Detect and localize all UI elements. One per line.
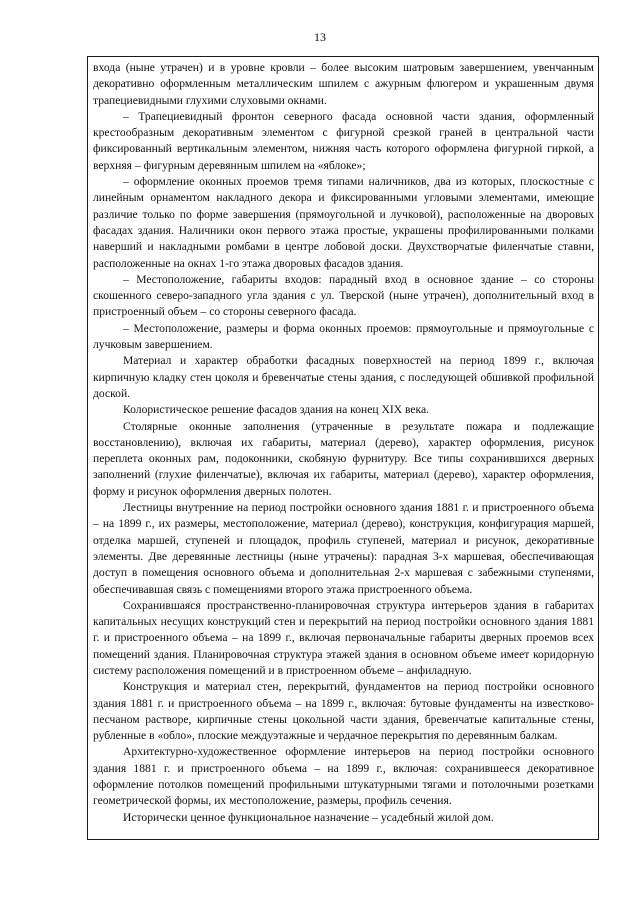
paragraph: Исторически ценное функциональное назначение – усадебный жилой дом. bbox=[123, 810, 494, 824]
paragraph: – оформление оконных проемов тремя типами наличников, два из которых, плоскостные с линейным орнаментом накладного декора и фиксированными угловыми элементами, имеющие различие только по форме завершения (прямоугольной и лучковой), расположенные на дворовых фасадах здания. Наличники окон первого этажа простые, украшены профилированными полками наверший и накладными ромбами в центре лобовой доски. Двухстворчатые филенчатые ставни, расположенные на окнах 1-го этажа дворовых фасадов здания. bbox=[93, 175, 594, 270]
page-number: 13 bbox=[314, 30, 326, 44]
paragraph: Архитектурно-художественное оформление интерьеров на период постройки основного здания 1881 г. и пристроенного объема – на 1899 г., включая: сохранившееся декоративное оформление потолков помещений профильными штукатурными тягами и потолочными розетками геометрической формы, их местоположение, размеры, профиль сечения. bbox=[93, 745, 594, 808]
paragraph: Материал и характер обработки фасадных поверхностей на период 1899 г., включая кирпичную кладку стен цоколя и бревенчатые стены здания, с последующей обшивкой профильной доской. bbox=[93, 354, 594, 400]
paragraph: Лестницы внутренние на период постройки основного здания 1881 г. и пристроенного объема – на 1899 г., их размеры, местоположение, материал (дерево), конструкция, конфигурация маршей, отделка маршей, ступеней и площадок, профиль ступеней, материал и рисунок, декоративные элементы. Две деревянные лестницы (ныне утрачены): парадная 3-х маршевая, обеспечивающая доступ в помещения основного объема и дополнительная 2-х маршевая с забежными ступенями, обеспечивавшая связь с помещениями второго этажа пристроенного объема. bbox=[93, 501, 594, 596]
paragraph: – Местоположение, габариты входов: парадный вход в основное здание – со стороны скошенного северо-западного угла здания с ул. Тверской (ныне утрачен), дополнительный вход в пристроенный объем – со стороны северного фасада. bbox=[93, 272, 594, 319]
paragraph: Колористическое решение фасадов здания на конец XIX века. bbox=[123, 403, 430, 417]
paragraph: входа (ныне утрачен) и в уровне кровли – более высоким шатровым завершением, увенчанным декоративно оформленным металлическим шпилем с ажурным флюгером и украшенным двумя трапециевидными глухими слуховыми окнами. bbox=[93, 61, 594, 107]
text-frame bbox=[87, 56, 599, 840]
paragraph: Сохранившаяся пространственно-планировочная структура интерьеров здания в габаритах капитальных несущих конструкций стен и перекрытий на период постройки основного здания 1881 г. и пристроенного объема – на 1899 г., включая первоначальные габариты дверных проемов всех помещений здания. Планировочная структура этажей здания в основном объеме имеет коридорную систему расположения помещений и в пристроенном объеме – анфиладную. bbox=[93, 598, 594, 677]
paragraph: – Местоположение, размеры и форма оконных проемов: прямоугольные и прямоугольные с лучковым завершением. bbox=[93, 321, 594, 352]
paragraph: Конструкция и материал стен, перекрытий, фундаментов на период постройки основного здания 1881 г. и пристроенного объема – на 1899 г., включая: бутовые фундаменты на известково-песчаном растворе, кирпичные стены цокольной части здания, бревенчатые капитальные стены, рубленные в «обло», плоские междуэтажные и чердачное перекрытия по деревянным балкам. bbox=[93, 680, 594, 743]
paragraph: – Трапециевидный фронтон северного фасада основной части здания, оформленный крестообразным декоративным элементом с фигурной срезкой граней в центральной части фиксированный вертикальным элементом, нижняя часть которого оформлена фигурной гиркой, а верхняя – фигурным деревянным шпилем на «яблоке»; bbox=[93, 109, 594, 172]
paragraph: Столярные оконные заполнения (утраченные в результате пожара и подлежащие восстановлению), включая их габариты, материал (дерево), характер оформления, рисунок переплета оконных рам, подоконники, скобяную фурнитуру. Все типы сохранившихся дверных заполнений (глухие филенчатые), включая их габариты, материал (дерево), характер оформления, форму и рисунок оформления дверных полотен. bbox=[93, 419, 594, 498]
